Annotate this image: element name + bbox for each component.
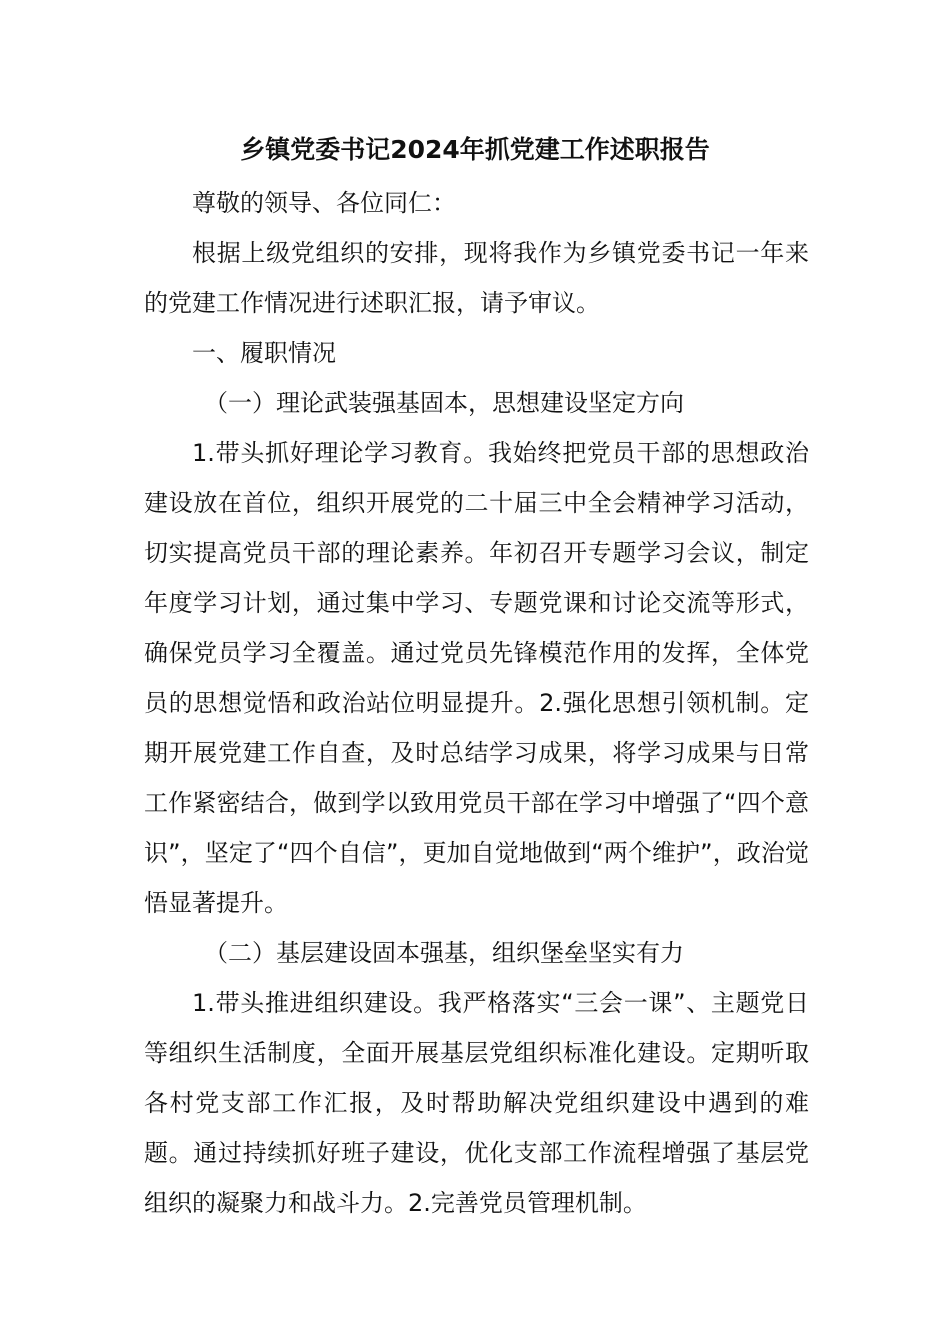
subsection-body-1: 1.带头抓好理论学习教育。我始终把党员干部的思想政治建设放在首位，组织开展党的二十届三中全会精神学习活动，切实提高党员干部的理论素养。年初召开专题学习会议，制定年度学习计划，通过集中学习、专题党课和讨论交流等形式，确保党员学习全覆盖。通过党员先锋模范作用的发挥，全体党员的思想觉悟和政治站位明显提升。2.强化思想引领机制。定期开展党建工作自查，及时总结学习成果，将学习成果与日常工作紧密结合，做到学以致用党员干部在学习中增强了“四个意识”，坚定了“四个自信”，更加自觉地做到“两个维护”，政治觉悟显著提升。	[144, 439, 809, 917]
intro-paragraph: 根据上级党组织的安排，现将我作为乡镇党委书记一年来的党建工作情况进行述职汇报，请予审议。	[144, 239, 809, 317]
subsection-heading-2: （二）基层建设固本强基，组织堡垒坚实有力	[204, 939, 684, 967]
section-heading: 一、履职情况	[192, 339, 336, 367]
subsection-body-2: 1.带头推进组织建设。我严格落实“三会一课”、主题党日等组织生活制度，全面开展基层党组织标准化建设。定期听取各村党支部工作汇报，及时帮助解决党组织建设中遇到的难题。通过持续抓好班子建设，优化支部工作流程增强了基层党组织的凝聚力和战斗力。2.完善党员管理机制。	[144, 989, 809, 1217]
document-body	[144, 178, 809, 1228]
document-title: 乡镇党委书记2024年抓党建工作述职报告	[240, 135, 710, 164]
salutation: 尊敬的领导、各位同仁：	[192, 189, 456, 217]
subsection-heading-1: （一）理论武装强基固本，思想建设坚定方向	[204, 389, 684, 417]
